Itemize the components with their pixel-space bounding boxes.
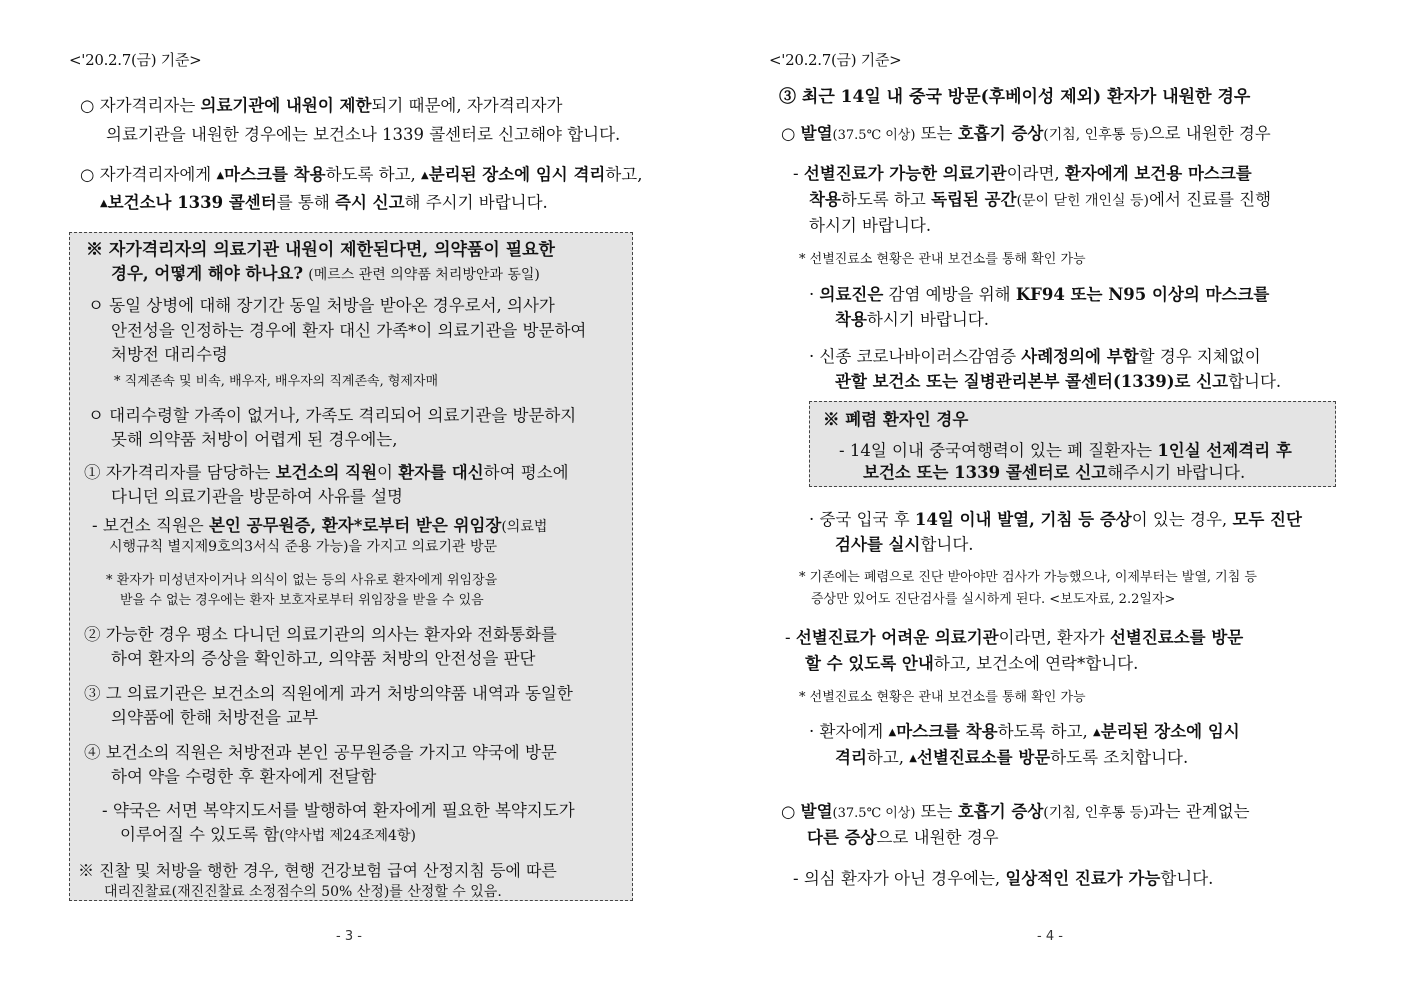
- text: 하고,: [866, 748, 910, 767]
- bold-text: 선별진료소를 방문: [916, 748, 1051, 767]
- step-line: 하여 약을 수령한 후 환자에게 전달함: [111, 767, 377, 786]
- bold-text: 할 수 있도록 안내: [805, 654, 934, 673]
- bold-text: 14일 이내 발열, 기침 등 증상: [914, 510, 1132, 529]
- text: 해 주시기 바랍니다.: [404, 193, 548, 212]
- footnote: * 직계존속 및 비속, 배우자, 배우자의 직계존속, 형제자매: [114, 374, 439, 389]
- step-line: 의약품에 한해 처방전을 교부: [111, 708, 319, 727]
- paragraph-line: [80, 161, 642, 185]
- bold-text: 다른 증상: [807, 828, 877, 847]
- bold-text: 검사를 실시: [835, 535, 921, 554]
- bold-text: 사례정의에 부합: [1021, 347, 1139, 366]
- footnote: 증상만 있어도 진단검사를 실시하게 된다. <보도자료, 2.2일자>: [811, 592, 1176, 607]
- detail-line: [793, 160, 1252, 184]
- bullet-line: [835, 306, 989, 330]
- pneumonia-title: ※ 폐렴 환자인 경우: [823, 410, 969, 429]
- note-text: (의료법: [501, 519, 548, 535]
- text: 를 통해: [276, 193, 336, 212]
- faq-question: ※ 자가격리자의 의료기관 내원이 제한된다면, 의약품이 필요한: [86, 240, 555, 260]
- triangle-icon: ▲: [100, 198, 108, 209]
- detail-line: [809, 186, 1271, 210]
- bold-text: 마스크를 착용: [224, 165, 326, 184]
- text: ○: [781, 802, 801, 821]
- bold-text: 즉시 신고: [335, 193, 405, 212]
- text: 으로 내원한 경우: [876, 828, 999, 847]
- bold-text: 보건소 또는 1339 콜센터로 신고: [863, 463, 1108, 482]
- step-detail: [92, 512, 547, 536]
- note-text: (37.5℃ 이상): [832, 128, 916, 143]
- text: 해주시기 바랍니다.: [1107, 463, 1246, 482]
- condition-line: [781, 120, 1271, 144]
- answer-line: 처방전 대리수령: [111, 345, 228, 364]
- answer-line: ㅇ 동일 상병에 대해 장기간 동일 처방을 받아온 경우로서, 의사가: [88, 296, 555, 315]
- note-text: (약사법 제24조제4항): [279, 828, 416, 844]
- text: 되기 때문에, 자가격리자가: [371, 96, 563, 115]
- text: 하고, 보건소에 연락*합니다.: [933, 654, 1139, 673]
- triangle-icon: ▲: [421, 170, 429, 181]
- bold-text: 보건소나 1339 콜센터: [107, 193, 277, 212]
- condition-line: [807, 824, 999, 848]
- page-4: [701, 0, 1402, 992]
- text: ① 자가격리자를 담당하는: [84, 463, 276, 482]
- step-line: 하여 환자의 증상을 확인하고, 의약품 처방의 안전성을 판단: [111, 649, 536, 668]
- text: 이 있는 경우,: [1131, 510, 1233, 529]
- bold-text: 의료진은: [819, 285, 884, 304]
- text: 이루어질 수 있도록 함: [120, 825, 280, 844]
- note-text: (기침, 인후통 등): [1043, 805, 1149, 821]
- detail-line: 하시기 바랍니다.: [809, 216, 932, 235]
- bold-text: 착용: [835, 310, 867, 329]
- text: 과는 관계없는: [1148, 802, 1250, 821]
- text: ○ 자가격리자는: [80, 96, 201, 115]
- bold-text: 의료기관에 내원이 제한: [200, 96, 372, 115]
- bold-text: 선별진료가 어려운 의료기관: [795, 628, 999, 647]
- bullet-line: [835, 531, 974, 555]
- bold-text: 모두 진단: [1232, 510, 1302, 529]
- text: 하여 평소에: [483, 463, 569, 482]
- triangle-icon: ▲: [909, 753, 917, 764]
- text: -: [793, 164, 804, 183]
- paragraph-line: 의료기관을 내원한 경우에는 보건소나 1339 콜센터로 신고해야 합니다.: [106, 125, 621, 144]
- box-footer: 대리진찰료(재진진찰료 소정점수의 50% 산정)를 산정할 수 있음.: [104, 884, 502, 900]
- text: 또는: [915, 124, 958, 143]
- paragraph-line: [80, 92, 563, 116]
- bold-text: 착용: [809, 190, 841, 209]
- bold-text: 선별진료소를 방문: [1109, 628, 1244, 647]
- bold-text: 발열: [800, 802, 833, 821]
- step-detail: [120, 821, 416, 845]
- text: 합니다.: [1160, 869, 1214, 888]
- text: 하고,: [605, 165, 643, 184]
- footnote: * 환자가 미성년자이거나 의식이 없는 등의 사유로 환자에게 위임장을: [106, 573, 498, 588]
- bold-text: 관할 보건소 또는 질병관리본부 콜센터(1339)로 신고: [835, 372, 1229, 391]
- step-line: ④ 보건소의 직원은 처방전과 본인 공무원증을 가지고 약국에 방문: [84, 743, 557, 762]
- note-text: (문이 닫힌 개인실 등): [1016, 193, 1149, 209]
- bold-text: 분리된 장소에 임시 격리: [428, 165, 606, 184]
- text: - 14일 이내 중국여행력이 있는 폐 질환자는: [839, 441, 1158, 460]
- bullet-line: [835, 368, 1281, 392]
- triangle-icon: ▲: [888, 727, 897, 738]
- bullet-line: [835, 744, 1188, 768]
- bold-text: 선별진료가 가능한 의료기관: [803, 164, 1007, 183]
- text: -: [785, 628, 796, 647]
- detail-line: [805, 650, 1138, 674]
- detail-line: [793, 865, 1213, 889]
- bold-text: 마스크를 착용: [896, 722, 998, 741]
- text: 에서 진료를 진행: [1149, 190, 1272, 209]
- detail-line: [785, 624, 1243, 648]
- text: 하시기 바랍니다.: [866, 310, 989, 329]
- note-text: (기침, 인후통 등): [1043, 127, 1149, 143]
- bold-text: 본인 공무원증, 환자*로부터 받은 위임장: [208, 516, 502, 535]
- text: 또는: [915, 802, 958, 821]
- text: - 의심 환자가 아닌 경우에는,: [793, 869, 1006, 888]
- page-number: - 3 -: [336, 929, 362, 944]
- paragraph-line: [100, 189, 548, 213]
- bold-text: 보건소의 직원: [275, 463, 378, 482]
- footnote: * 선별진료소 현황은 관내 보건소를 통해 확인 가능: [799, 252, 1086, 267]
- bullet-line: [809, 343, 1261, 367]
- bold-text: 호흡기 증상: [957, 802, 1044, 821]
- triangle-icon: ▲: [216, 170, 225, 181]
- footnote: * 기존에는 폐렴으로 진단 받아야만 검사가 가능했으나, 이제부터는 발열, 기침 등: [799, 570, 1257, 585]
- step-line: 다니던 의료기관을 방문하여 사유를 설명: [111, 487, 403, 506]
- answer-line: 안전성을 인정하는 경우에 환자 대신 가족*이 의료기관을 방문하여: [111, 321, 587, 340]
- note-text: (메르스 관련 의약품 처리방안과 동일): [308, 267, 540, 283]
- text: 으로 내원한 경우: [1148, 124, 1271, 143]
- text: 하도록 조치합니다.: [1050, 748, 1189, 767]
- bullet-line: [809, 281, 1269, 305]
- page-3: [0, 0, 701, 992]
- bold-text: 환자를 대신: [398, 463, 484, 482]
- step-detail: - 약국은 서면 복약지도서를 발행하여 환자에게 필요한 복약지도가: [102, 801, 575, 820]
- text: 하도록 하고,: [997, 722, 1094, 741]
- bold-text: 분리된 장소에 임시: [1100, 722, 1240, 741]
- text: 하도록 하고,: [325, 165, 421, 184]
- pneumonia-line: [839, 437, 1292, 461]
- faq-question: [111, 260, 540, 284]
- bold-text: KF94 또는 N95 이상의 마스크를: [1015, 285, 1270, 304]
- text: ○: [781, 124, 801, 143]
- text: 합니다.: [1228, 372, 1282, 391]
- footnote: * 선별진료소 현황은 관내 보건소를 통해 확인 가능: [799, 690, 1086, 705]
- text: 이라면, 환자가: [998, 628, 1110, 647]
- text: 합니다.: [920, 535, 974, 554]
- footnote: 받을 수 없는 경우에는 환자 보호자로부터 위임장을 받을 수 있음: [120, 593, 484, 608]
- bold-text: 경우, 어떻게 해야 하나요?: [111, 264, 304, 283]
- text: ○ 자가격리자에게: [80, 165, 217, 184]
- bold-text: 일상적인 진료가 가능: [1005, 869, 1161, 888]
- text: · 중국 입국 후: [809, 510, 915, 529]
- text: 이: [377, 463, 399, 482]
- bold-text: 호흡기 증상: [957, 124, 1044, 143]
- step-line: [84, 459, 569, 483]
- bold-text: 독립된 공간: [931, 190, 1017, 209]
- section-heading: ③ 최근 14일 내 중국 방문(후베이성 제외) 환자가 내원한 경우: [779, 87, 1251, 107]
- answer-line: 못해 의약품 처방이 어렵게 된 경우에는,: [111, 430, 398, 449]
- bold-text: 격리: [835, 748, 867, 767]
- step-line: ③ 그 의료기관은 보건소의 직원에게 과거 처방의약품 내역과 동일한: [84, 684, 573, 703]
- bullet-line: [809, 718, 1240, 742]
- text: ·: [809, 285, 820, 304]
- text: · 환자에게: [809, 722, 889, 741]
- text: - 보건소 직원은: [92, 516, 209, 535]
- date-label: <'20.2.7(금) 기준>: [769, 51, 902, 69]
- answer-line: ㅇ 대리수령할 가족이 없거나, 가족도 격리되어 의료기관을 방문하지: [88, 406, 577, 425]
- bold-text: 환자에게 보건용 마스크를: [1064, 164, 1252, 183]
- box-footer: ※ 진찰 및 처방을 행한 경우, 현행 건강보험 급여 산정지침 등에 따른: [78, 861, 557, 880]
- text: 감염 예방을 위해: [883, 285, 1016, 304]
- page-number: - 4 -: [1037, 929, 1063, 944]
- bullet-line: [809, 506, 1302, 530]
- triangle-icon: ▲: [1093, 727, 1101, 738]
- text: · 신종 코로나바이러스감염증: [809, 347, 1022, 366]
- text: 하도록 하고: [840, 190, 932, 209]
- condition-line: [781, 798, 1250, 822]
- text: 이라면,: [1006, 164, 1065, 183]
- date-label: <'20.2.7(금) 기준>: [69, 51, 202, 69]
- pneumonia-line: [863, 459, 1245, 483]
- note-text: (37.5℃ 이상): [832, 806, 916, 821]
- step-line: ② 가능한 경우 평소 다니던 의료기관의 의사는 환자와 전화통화를: [84, 625, 557, 644]
- bold-text: 발열: [800, 124, 833, 143]
- text: 할 경우 지체없이: [1138, 347, 1261, 366]
- step-detail: 시행규칙 별지제9호의3서식 준용 가능)을 가지고 의료기관 방문: [109, 539, 498, 555]
- bold-text: 1인실 선제격리 후: [1157, 441, 1292, 460]
